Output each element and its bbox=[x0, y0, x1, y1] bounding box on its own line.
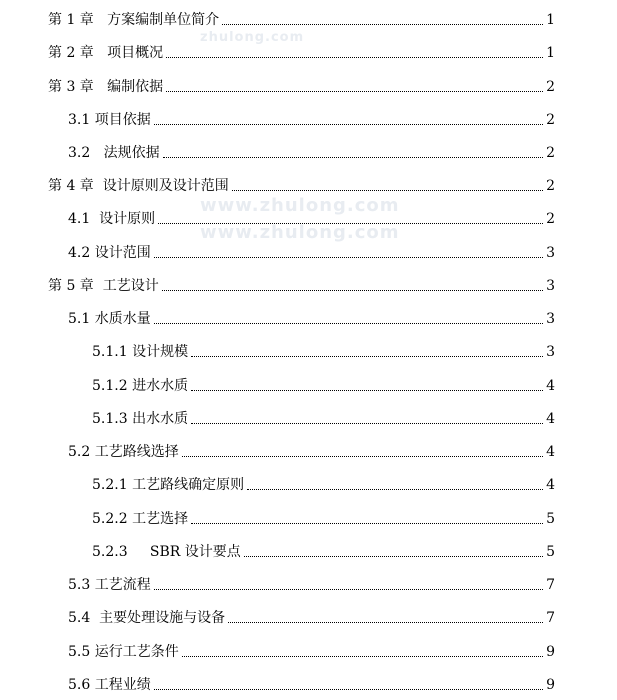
toc-entry-page: 5 bbox=[546, 511, 555, 527]
toc-entry[interactable] bbox=[0, 172, 617, 194]
toc-entry-title: 5.5 运行工艺条件 bbox=[68, 644, 179, 660]
toc-entry[interactable] bbox=[0, 305, 617, 327]
toc-leader-dots bbox=[158, 223, 543, 224]
toc-leader-dots bbox=[191, 356, 543, 357]
toc-entry-page: 2 bbox=[546, 145, 555, 161]
toc-leader-dots bbox=[154, 323, 543, 324]
toc-entry-title: 3.2 法规依据 bbox=[68, 145, 160, 161]
toc-entry-title: 5.2.2 工艺选择 bbox=[92, 511, 189, 527]
toc-entry[interactable] bbox=[0, 6, 617, 28]
toc-leader-dots bbox=[191, 423, 543, 424]
toc-entry-page: 4 bbox=[546, 477, 555, 493]
toc-entry-page: 3 bbox=[546, 278, 555, 294]
toc-entry[interactable] bbox=[0, 505, 617, 527]
toc-entry[interactable] bbox=[0, 604, 617, 626]
toc-entry[interactable] bbox=[0, 106, 617, 128]
toc-entry[interactable] bbox=[0, 571, 617, 593]
toc-entry-title: 5.1.1 设计规模 bbox=[92, 344, 189, 360]
toc-entry-page: 9 bbox=[546, 644, 555, 660]
toc-entry-page: 3 bbox=[546, 245, 555, 261]
watermark-text: www.zhulong.com bbox=[200, 195, 400, 216]
toc-entry-title: 5.1.2 进水水质 bbox=[92, 378, 189, 394]
toc-leader-dots bbox=[162, 290, 543, 291]
toc-entry-page: 9 bbox=[546, 677, 555, 693]
toc-entry-title: 5.2.1 工艺路线确定原则 bbox=[92, 477, 245, 493]
toc-leader-dots bbox=[182, 656, 543, 657]
toc-entry-page: 7 bbox=[546, 610, 555, 626]
toc-entry-page: 4 bbox=[546, 378, 555, 394]
toc-entry-page: 1 bbox=[546, 12, 555, 28]
toc-entry-title: 4.1 设计原则 bbox=[68, 211, 156, 227]
toc-leader-dots bbox=[154, 689, 543, 690]
toc-leader-dots bbox=[163, 157, 543, 158]
toc-entry-page: 2 bbox=[546, 211, 555, 227]
toc-entry[interactable] bbox=[0, 205, 617, 227]
toc-entry-page: 3 bbox=[546, 344, 555, 360]
toc-entry-title: 5.2 工艺路线选择 bbox=[68, 444, 179, 460]
toc-entry[interactable] bbox=[0, 272, 617, 294]
toc-leader-dots bbox=[191, 390, 543, 391]
toc-entry-title: 5.2.3 SBR 设计要点 bbox=[92, 544, 241, 560]
toc-entry-page: 5 bbox=[546, 544, 555, 560]
toc-entry-title: 5.1 水质水量 bbox=[68, 311, 151, 327]
toc-leader-dots bbox=[232, 190, 543, 191]
toc-entry-title: 4.2 设计范围 bbox=[68, 245, 151, 261]
watermark-text: www.zhulong.com bbox=[200, 222, 400, 243]
toc-entry-page: 2 bbox=[546, 79, 555, 95]
toc-entry-title: 第 2 章 项目概况 bbox=[48, 45, 164, 61]
toc-entry[interactable] bbox=[0, 471, 617, 493]
toc-entry-title: 第 3 章 编制依据 bbox=[48, 79, 164, 95]
toc-leader-dots bbox=[247, 489, 543, 490]
toc-leader-dots bbox=[154, 589, 543, 590]
toc-entry[interactable] bbox=[0, 638, 617, 660]
toc-entry-page: 7 bbox=[546, 577, 555, 593]
toc-entry[interactable] bbox=[0, 372, 617, 394]
toc-entry-page: 2 bbox=[546, 112, 555, 128]
toc-entry-page: 3 bbox=[546, 311, 555, 327]
toc-entry-page: 2 bbox=[546, 178, 555, 194]
toc-entry[interactable] bbox=[0, 438, 617, 460]
toc-entry[interactable] bbox=[0, 538, 617, 560]
toc-leader-dots bbox=[154, 124, 543, 125]
toc-entry-title: 5.3 工艺流程 bbox=[68, 577, 151, 593]
toc-entry-title: 第 1 章 方案编制单位简介 bbox=[48, 12, 220, 28]
toc-entry-page: 1 bbox=[546, 45, 555, 61]
toc-entry-title: 第 5 章 工艺设计 bbox=[48, 278, 159, 294]
toc-leader-dots bbox=[166, 57, 543, 58]
toc-entry[interactable] bbox=[0, 338, 617, 360]
toc-leader-dots bbox=[244, 556, 543, 557]
toc-entry[interactable] bbox=[0, 405, 617, 427]
toc-entry-title: 第 4 章 设计原则及设计范围 bbox=[48, 178, 229, 194]
watermark-text: zhulong.com bbox=[200, 30, 305, 45]
toc-leader-dots bbox=[228, 622, 543, 623]
toc-leader-dots bbox=[154, 257, 543, 258]
toc-entry-title: 5.1.3 出水水质 bbox=[92, 411, 189, 427]
toc-entry-page: 4 bbox=[546, 444, 555, 460]
toc-entry-page: 4 bbox=[546, 411, 555, 427]
toc-entry[interactable] bbox=[0, 239, 617, 261]
toc-entry[interactable] bbox=[0, 39, 617, 61]
toc-entry-title: 5.4 主要处理设施与设备 bbox=[68, 610, 226, 626]
toc-entry[interactable] bbox=[0, 671, 617, 693]
toc-leader-dots bbox=[182, 456, 543, 457]
toc-leader-dots bbox=[166, 91, 543, 92]
toc-entry-title: 5.6 工程业绩 bbox=[68, 677, 151, 693]
toc-leader-dots bbox=[191, 523, 543, 524]
toc-entry-title: 3.1 项目依据 bbox=[68, 112, 151, 128]
toc-entry[interactable] bbox=[0, 139, 617, 161]
toc-entry[interactable] bbox=[0, 73, 617, 95]
toc-leader-dots bbox=[222, 24, 543, 25]
